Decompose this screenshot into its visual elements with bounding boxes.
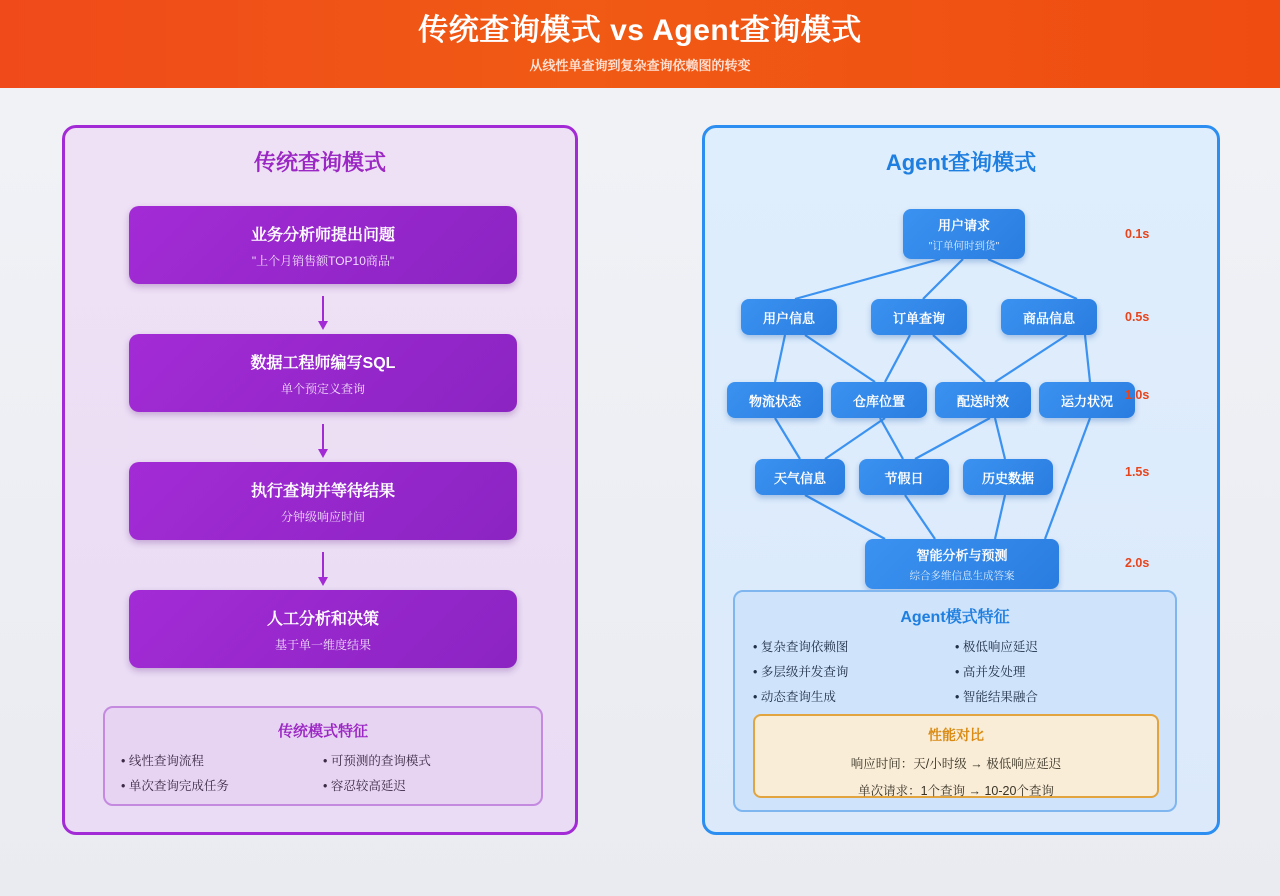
traditional-panel [62,125,578,835]
node-weather-info: 天气信息 [755,459,845,495]
page-title: 传统查询模式 vs Agent查询模式 [418,14,862,47]
node-user-request: 用户请求 "订单何时到货" [903,209,1025,259]
flow-arrow-2 [129,412,517,462]
node-warehouse-location: 仓库位置 [831,382,927,418]
node-capacity-status: 运力状况 [1039,382,1135,418]
agent-panel [702,125,1220,835]
flow-step-2-sub: 单个预定义查询 [280,381,365,396]
node-product-info: 商品信息 [1001,299,1097,335]
agent-features-title: Agent模式特征 [900,609,1010,626]
traditional-panel-title: 传统查询模式 [253,150,386,175]
flow-step-3 [129,462,517,540]
performance-comparison-box [753,714,1159,798]
flow-step-4 [129,590,517,668]
flow-step-1-title: 业务分析师提出问题 [250,226,395,244]
traditional-features-title: 传统模式特征 [277,723,368,740]
list-item: • 极低响应延迟 [955,637,1157,655]
flow-step-4-title: 人工分析和决策 [266,610,379,628]
agent-features-box [733,590,1177,812]
node-historical-data: 历史数据 [963,459,1053,495]
page-subtitle: 从线性单查询到复杂查询依赖图的转变 [529,58,751,73]
list-item: • 动态查询生成 [753,687,955,705]
agent-panel-title: Agent查询模式 [885,150,1037,175]
time-label-4: 2.0s [1125,556,1150,570]
time-label-1: 0.5s [1125,310,1150,324]
flow-step-4-sub: 基于单一维度结果 [274,637,371,652]
flow-arrow-3 [129,540,517,590]
header-banner [0,0,1280,88]
traditional-flow [129,206,517,668]
list-item: • 可预测的查询模式 [323,751,525,769]
node-holiday: 节假日 [859,459,949,495]
node-intelligent-analysis: 智能分析与预测 综合多维信息生成答案 [865,539,1059,589]
time-label-3: 1.5s [1125,465,1150,479]
traditional-features-box [103,706,543,806]
performance-title: 性能对比 [928,727,984,743]
list-item: • 多层级并发查询 [753,662,955,680]
traditional-features-col2 [323,751,525,801]
list-item: • 单次查询完成任务 [121,776,323,794]
list-item: • 线性查询流程 [121,751,323,769]
flow-arrow-1 [129,284,517,334]
flow-step-3-title: 执行查询并等待结果 [250,482,395,500]
node-user-info: 用户信息 [741,299,837,335]
flow-step-3-sub: 分钟级响应时间 [280,509,365,524]
time-label-2: 1.0s [1125,388,1150,402]
flow-step-1-sub: "上个月销售额TOP10商品" [251,253,395,268]
node-delivery-time: 配送时效 [935,382,1031,418]
list-item: • 智能结果融合 [955,687,1157,705]
list-item: • 复杂查询依赖图 [753,637,955,655]
performance-line-2: 单次请求：1个查询 → 10-20个查询 [858,784,1054,798]
flow-step-2-title: 数据工程师编写SQL [250,354,396,372]
flow-step-2 [129,334,517,412]
time-label-0: 0.1s [1125,227,1150,241]
list-item: • 高并发处理 [955,662,1157,680]
node-logistics-status: 物流状态 [727,382,823,418]
traditional-features-col1 [121,751,323,801]
node-order-query: 订单查询 [871,299,967,335]
list-item: • 容忍较高延迟 [323,776,525,794]
performance-line-1: 响应时间：天/小时级 → 极低响应延迟 [850,757,1062,771]
flow-step-1 [129,206,517,284]
